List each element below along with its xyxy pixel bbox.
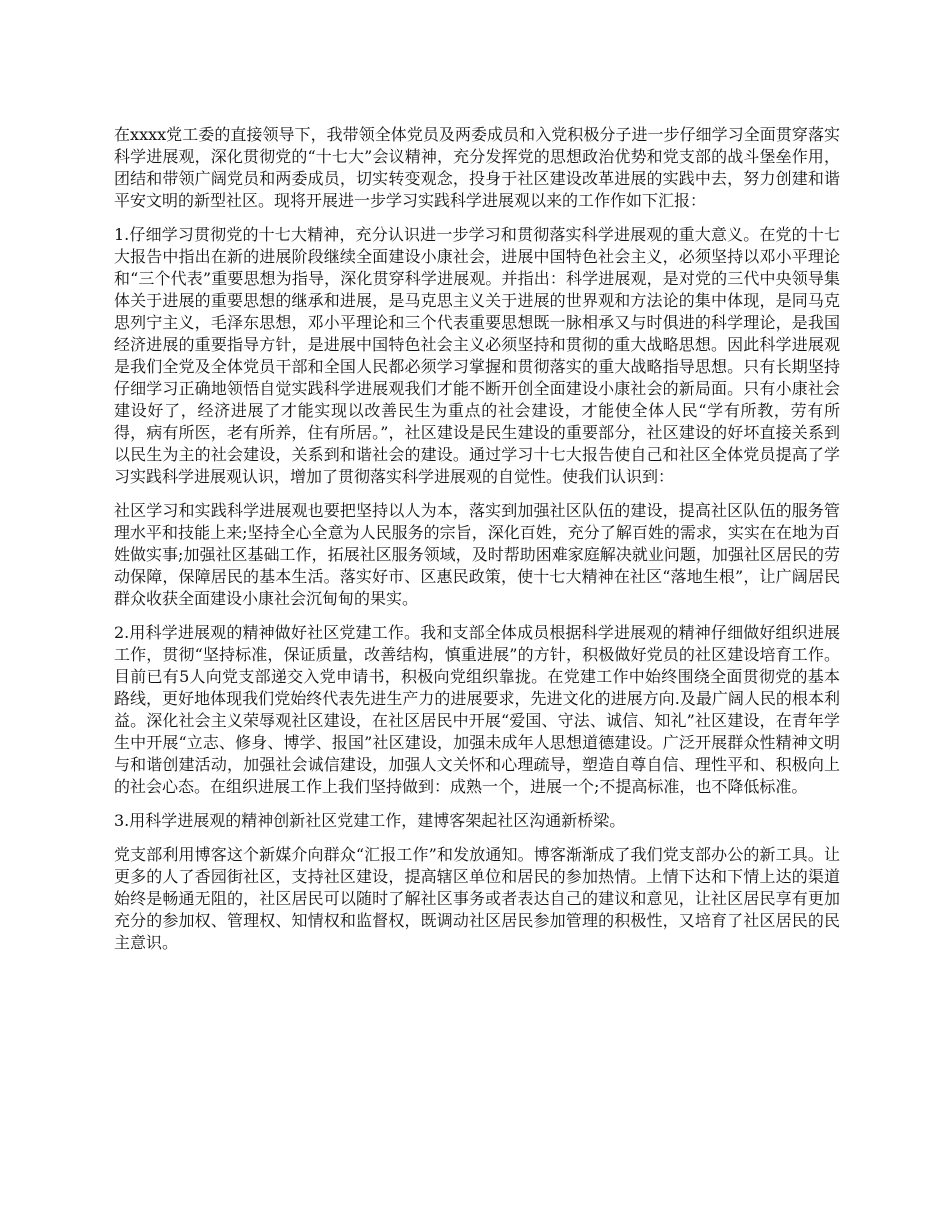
- document-body: [114, 124, 840, 966]
- section-1-paragraph: 1.仔细学习贯彻党的十七大精神，充分认识进一步学习和贯彻落实科学进展观的重大意义。在党的十七大报告中指出在新的进展阶段继续全面建设小康社会，进展中国特色社会主义，必须坚持以邓小平理论和“三个代表”重要思想为指导，深化贯穿科学进展观。并指出：科学进展观，是对党的三代中央领导集体关于进展的重要思想的继承和进展，是马克思主义关于进展的世界观和方法论的集中体现，是同马克思列宁主义，毛泽东思想，邓小平理论和三个代表重要思想既一脉相承又与时俱进的科学理论，是我国经济进展的重要指导方针，是进展中国特色社会主义必须坚持和贯彻的重大战略思想。因此科学进展观是我们全党及全体党员干部和全国人民都必须学习掌握和贯彻落实的重大战略指导思想。只有长期坚持仔细学习正确地领悟自觉实践科学进展观我们才能不断开创全面建设小康社会的新局面。只有小康社会建设好了，经济进展了才能实现以改善民生为重点的社会建设，才能使全体人民“学有所教，劳有所得，病有所医，老有所养，住有所居。”，社区建设是民生建设的重要部分，社区建设的好坏直接关系到以民生为主的社会建设，关系到和谐社会的建设。通过学习十七大报告使自己和社区全体党员提高了学习实践科学进展观认识，增加了贯彻落实科学进展观的自觉性。使我们认识到：: [114, 225, 840, 486]
- section-3-heading-paragraph: 3.用科学进展观的精神创新社区党建工作，建博客架起社区沟通新桥梁。: [114, 811, 626, 830]
- intro-paragraph: 在xxxx党工委的直接领导下，我带领全体党员及两委成员和入党积极分子进一步仔细学习全面贯穿落实科学进展观，深化贯彻党的“十七大”会议精神，充分发挥党的思想政治优势和党支部的战斗堡垒作用，团结和带领广阔党员和两委成员，切实转变观念，投身于社区建设改革进展的实践中去，努力创建和谐平安文明的新型社区。现将开展进一步学习实践科学进展观以来的工作作如下汇报：: [114, 125, 840, 210]
- section-2-paragraph: 2.用科学进展观的精神做好社区党建工作。我和支部全体成员根据科学进展观的精神仔细做好组织进展工作，贯彻“坚持标准，保证质量，改善结构，慎重进展”的方针，积极做好党员的社区建设培育工作。目前已有5人向党支部递交入党申请书，积极向党组织靠拢。在党建工作中始终围绕全面贯彻党的基本路线，更好地体现我们党始终代表先进生产力的进展要求，先进文化的进展方向.及最广阔人民的根本利益。深化社会主义荣辱观社区建设，在社区居民中开展“爱国、守法、诚信、知礼”社区建设，在青年学生中开展“立志、修身、博学、报国”社区建设，加强未成年人思想道德建设。广泛开展群众性精神文明与和谐创建活动，加强社会诚信建设，加强人文关怀和心理疏导，塑造自尊自信、理性平和、积极向上的社会心态。在组织进展工作上我们坚持做到：成熟一个，进展一个;不提高标准，也不降低标准。: [114, 623, 840, 796]
- community-practice-paragraph: 社区学习和实践科学进展观也要把坚持以人为本，落实到加强社区队伍的建设，提高社区队伍的服务管理水平和技能上来;坚持全心全意为人民服务的宗旨，深化百姓，充分了解百姓的需求，实实在在地为百姓做实事;加强社区基础工作，拓展社区服务领域，及时帮助困难家庭解决就业问题，加强社区居民的劳动保障，保障居民的基本生活。落实好市、区惠民政策，使十七大精神在社区“落地生根”，让广阔居民群众收获全面建设小康社会沉甸甸的果实。: [114, 501, 840, 608]
- blog-paragraph: 党支部利用博客这个新媒介向群众“汇报工作”和发放通知。博客渐渐成了我们党支部办公的新工具。让更多的人了香园街社区，支持社区建设，提高辖区单位和居民的参加热情。上情下达和下情上达的渠道始终是畅通无阻的，社区居民可以随时了解社区事务或者表达自己的建议和意见，让社区居民享有更加充分的参加权、管理权、知情权和监督权，既调动社区居民参加管理的积极性，又培育了社区居民的民主意识。: [114, 845, 840, 952]
